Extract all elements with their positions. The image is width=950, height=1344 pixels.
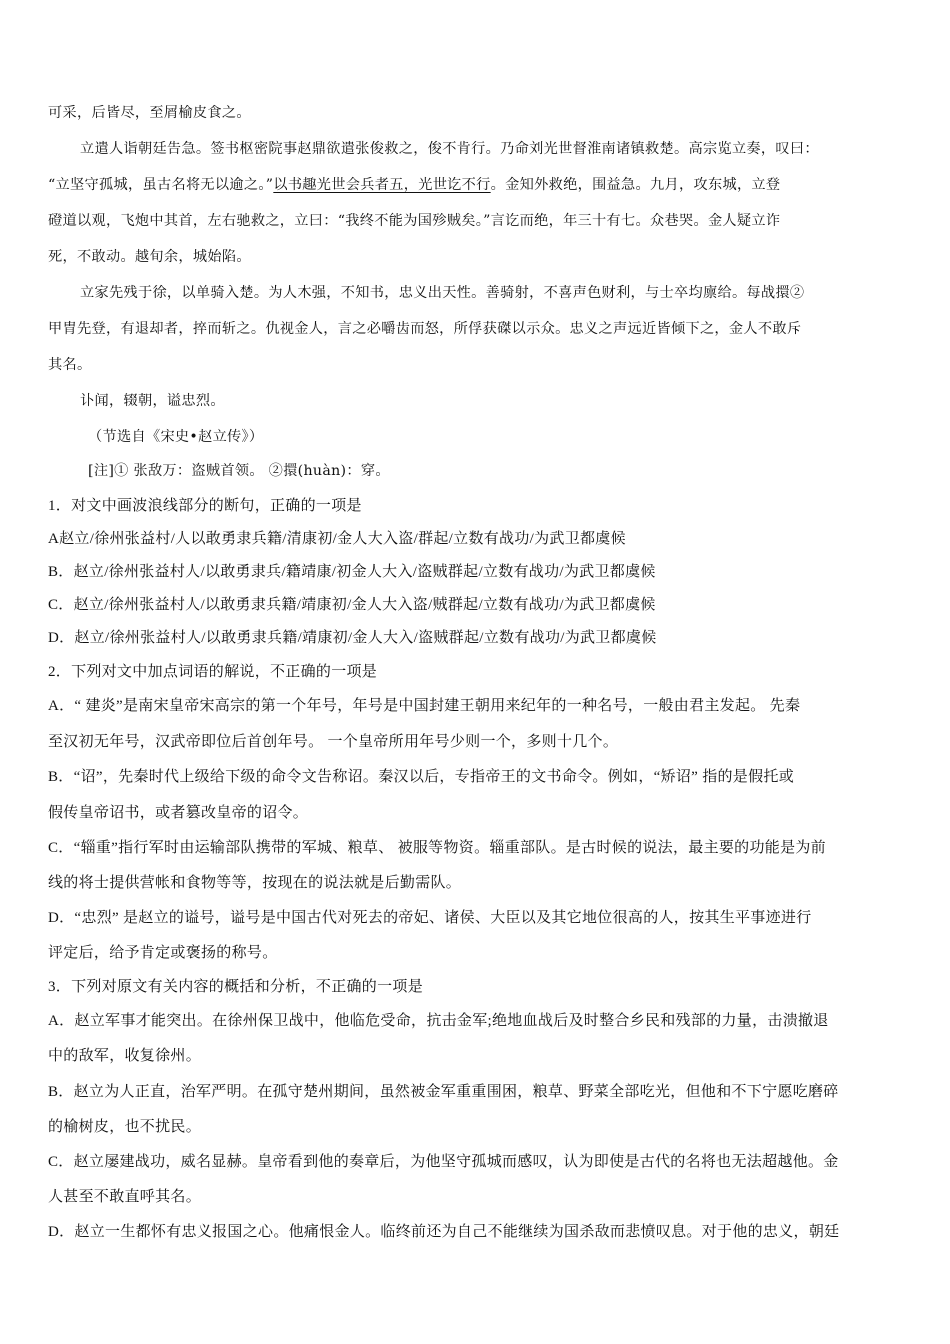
question-2-option-c-line2: 线的将士提供营帐和食物等等，按现在的说法就是后勤需队。 — [48, 875, 462, 891]
quote-text: “立坚守孤城，虽古名将无以逾之。” — [48, 177, 274, 193]
question-1-option-c: C．赵立/徐州张益村人/以敢勇隶兵籍/靖康初/金人大入盗/贼群起/立数有战功/为武卫都虞候 — [48, 597, 656, 613]
question-3-option-d-line1: D．赵立一生都怀有忠义报国之心。他痛恨金人。临终前还为自己不能继续为国杀敌而悲愤叹息。对于他的忠义，朝廷 — [48, 1224, 840, 1240]
passage-line: 讣闻，辍朝，谥忠烈。 — [80, 393, 225, 409]
question-1-option-b: B．赵立/徐州张益村人/以敢勇隶兵/籍靖康/初金人大入/盗贼群起/立数有战功/为武卫都虞候 — [48, 564, 656, 580]
passage-line: 磴道以观，飞炮中其首，左右驰救之，立曰：“我终不能为国殄贼矣。”言讫而绝，年三十有七。众巷哭。金人疑立诈 — [48, 213, 781, 229]
question-1-option-d: D．赵立/徐州张益村人/以敢勇隶兵籍/靖康初/金人大入/盗贼群起/立数有战功/为武卫都虞候 — [48, 630, 657, 646]
question-3-option-a-line1: A．赵立军事才能突出。在徐州保卫战中，他临危受命，抗击金军;绝地血战后及时整合乡民和残部的力量，击溃撤退 — [48, 1013, 829, 1029]
question-2-stem: 2．下列对文中加点词语的解说，不正确的一项是 — [48, 664, 378, 680]
passage-line: 立家先残于徐，以单骑入楚。为人木强，不知书，忠义出天性。善骑射，不喜声色财利，与士卒均廪给。每战擐② — [80, 285, 805, 301]
question-3-stem: 3．下列对原文有关内容的概括和分析，不正确的一项是 — [48, 979, 424, 995]
question-2-option-b-line2: 假传皇帝诏书，或者篡改皇帝的诏令。 — [48, 805, 309, 821]
question-2-option-a-line1: A．“ 建炎”是南宋皇帝宋高宗的第一个年号，年号是中国封建王朝用来纪年的一种名号，一般由君主发起。 先秦 — [48, 698, 801, 714]
passage-line: 立遣人诣朝廷告急。签书枢密院事赵鼎欲遣张俊救之，俊不肯行。乃命刘光世督淮南诸镇救楚。高宗览立奏，叹曰： — [80, 141, 819, 157]
passage-text: 。金知外救绝，围益急。九月，攻东城，立登 — [490, 177, 781, 193]
question-3-option-b-line1: B．赵立为人正直，治军严明。在孤守楚州期间，虽然被金军重重围困，粮草、野菜全部吃光，但他和不下宁愿吃磨碎 — [48, 1084, 839, 1100]
footnote: [注]① 张敌万：盗贼首领。 ②擐(huàn)：穿。 — [88, 463, 390, 479]
question-3-option-c-line1: C．赵立屡建战功，威名显赫。皇帝看到他的奏章后，为他坚守孤城而感叹，认为即使是古代的名将也无法超越他。金 — [48, 1154, 839, 1170]
question-2-option-c-line1: C．“辎重”指行军时由运输部队携带的军城、粮草、 被服等物资。辎重部队。是古时候的说法，最主要的功能是为前 — [48, 840, 826, 856]
passage-line: 死，不敢动。越旬余，城始陷。 — [48, 249, 251, 265]
question-2-option-a-line2: 至汉初无年号，汉武帝即位后首创年号。 一个皇帝所用年号少则一个，多则十几个。 — [48, 734, 619, 750]
source-citation: （节选自《宋史•赵立传》） — [88, 429, 264, 445]
passage-line — [48, 174, 780, 194]
question-1-stem: 1．对文中画波浪线部分的断句，正确的一项是 — [48, 498, 362, 514]
underlined-sentence: 以书趣光世会兵者五，光世讫不行 — [273, 177, 491, 193]
question-1-option-a: A赵立/徐州张益村/人以敢勇隶兵籍/清康初/金人大入盗/群起/立数有战功/为武卫都虞候 — [48, 531, 626, 547]
passage-line: 其名。 — [48, 357, 92, 373]
question-3-option-c-line2: 人甚至不敢直呼其名。 — [48, 1189, 202, 1205]
question-3-option-a-line2: 中的敌军，收复徐州。 — [48, 1048, 202, 1064]
question-2-option-b-line1: B．“诏”，先秦时代上级给下级的命令文告称诏。秦汉以后，专指帝王的文书命令。例如，“矫诏” 指的是假托或 — [48, 769, 794, 785]
question-2-option-d-line2: 评定后，给予肯定或褒扬的称号。 — [48, 945, 278, 961]
question-3-option-b-line2: 的榆树皮，也不扰民。 — [48, 1119, 202, 1135]
passage-line: 甲胄先登，有退却者，捽而斩之。仇视金人，言之必嚼齿而怒，所俘获磔以示众。忠义之声远近皆倾下之，金人不敢斥 — [48, 321, 802, 337]
question-2-option-d-line1: D．“忠烈” 是赵立的谥号，谥号是中国古代对死去的帝妃、诸侯、大臣以及其它地位很高的人，按其生平事迹进行 — [48, 910, 812, 926]
passage-line: 可采，后皆尽，至屑榆皮食之。 — [48, 105, 251, 121]
